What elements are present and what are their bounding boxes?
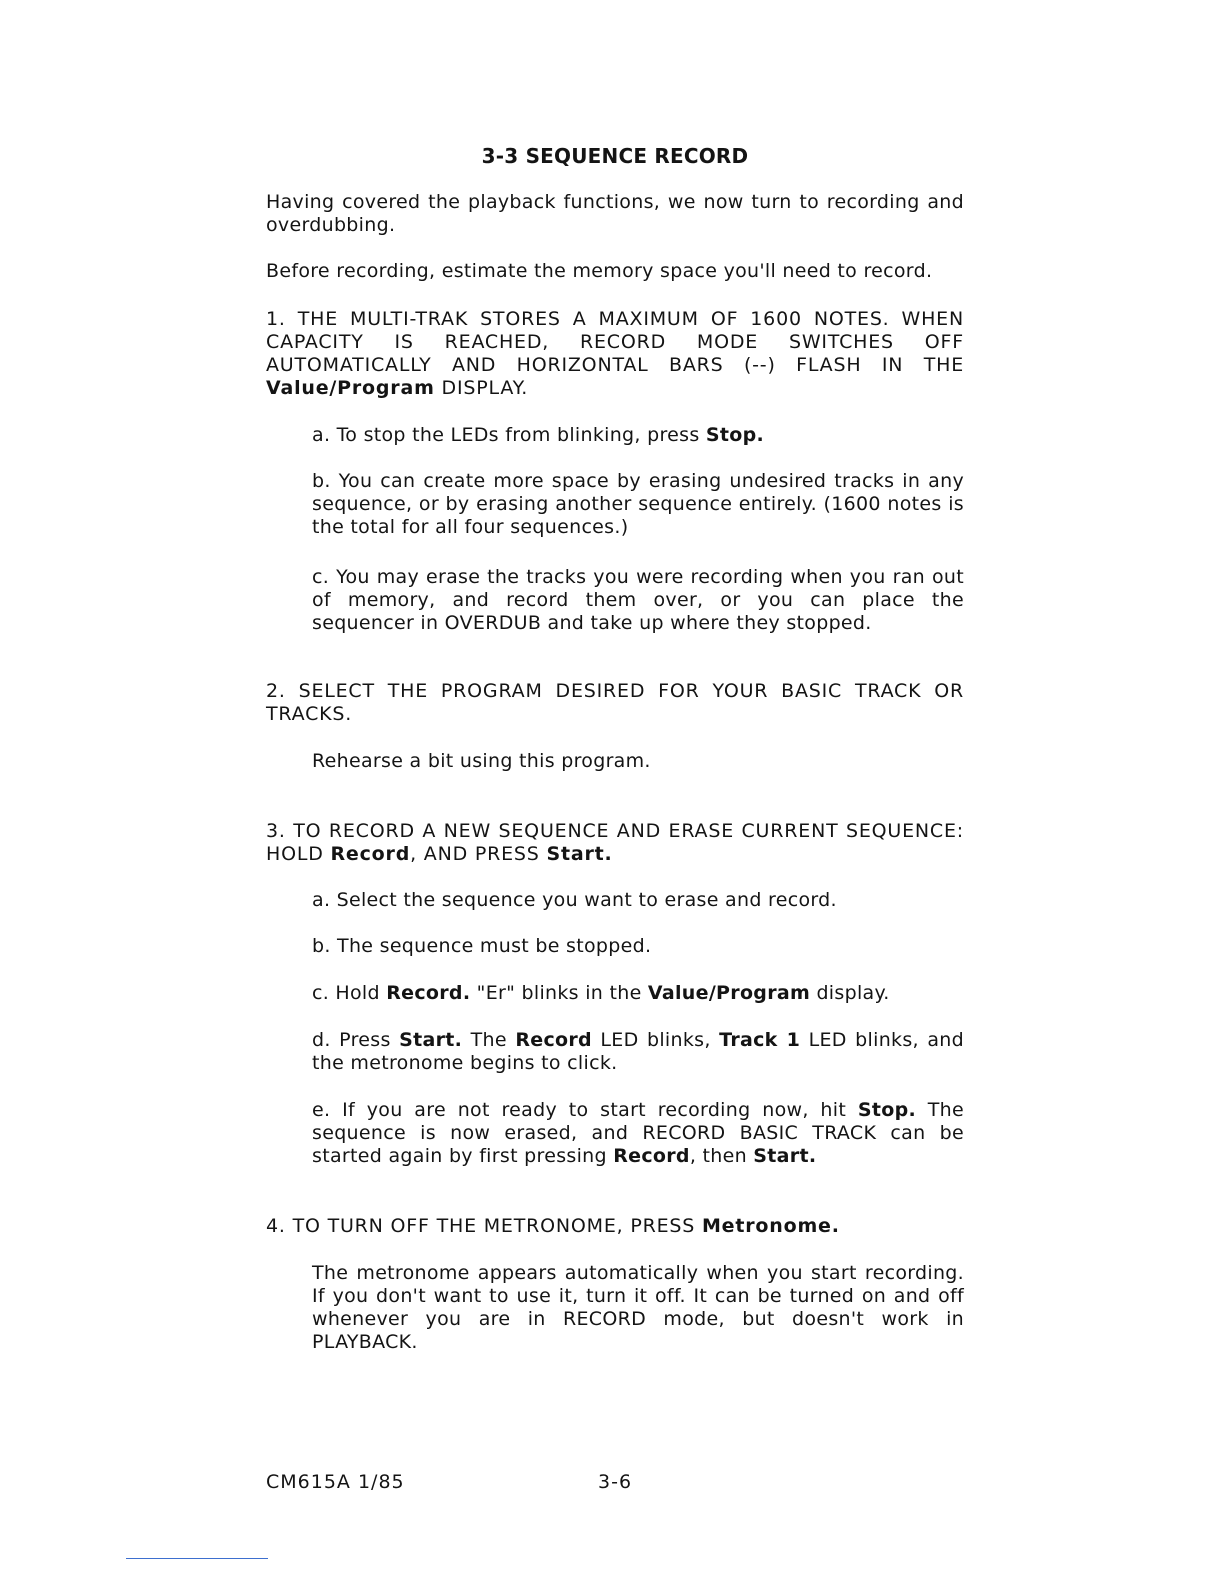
step-3-item-c: c. Hold Record. "Er" blinks in the Value/Program display.	[312, 982, 890, 1004]
page-number: 3-6	[598, 1471, 633, 1493]
step-1-item-b: b. You can create more space by erasing undesired tracks in any sequence, or by erasing another sequence entirely. (1600 notes is the total for all four sequences.)	[312, 470, 964, 538]
step-3-item-a: a. Select the sequence you want to erase and record.	[312, 889, 837, 911]
bottom-rule	[126, 1558, 268, 1559]
intro-paragraph-2: Before recording, estimate the memory space you'll need to record.	[266, 260, 933, 282]
metronome-term: Metronome.	[701, 1215, 840, 1237]
step-3: 3. TO RECORD A NEW SEQUENCE AND ERASE CURRENT SEQUENCE: HOLD Record, AND PRESS Start.	[266, 820, 964, 865]
value-program-term: Value/Program	[266, 377, 435, 399]
step-3-item-e: e. If you are not ready to start recording now, hit Stop. The sequence is now erased, and RECORD BASIC TRACK can be started again by first pressing Record, then Start.	[312, 1099, 964, 1167]
step-3-item-b: b. The sequence must be stopped.	[312, 935, 652, 957]
step-2-note: Rehearse a bit using this program.	[312, 750, 651, 772]
intro-paragraph-1: Having covered the playback functions, we now turn to recording and overdubbing.	[266, 191, 964, 236]
stop-term: Stop.	[705, 424, 765, 446]
step-1: 1. THE MULTI-TRAK STORES A MAXIMUM OF 1600 NOTES. WHEN CAPACITY IS REACHED, RECORD MODE SWITCHES OFF AUTOMATICALLY AND HORIZONTAL BARS (--) FLASH IN THE Value/Program DISPLAY.	[266, 308, 964, 399]
step-4-note: The metronome appears automatically when you start recording. If you don't want to use it, turn it off. It can be turned on and off whenever you are in RECORD mode, but doesn't work in PLAYBACK.	[312, 1262, 964, 1353]
step-4: 4. TO TURN OFF THE METRONOME, PRESS Metronome.	[266, 1215, 840, 1237]
start-term: Start.	[546, 843, 613, 865]
step-1-item-a: a. To stop the LEDs from blinking, press Stop.	[312, 424, 765, 446]
document-code: CM615A 1/85	[266, 1471, 405, 1493]
record-term: Record	[330, 843, 411, 865]
step-2: 2. SELECT THE PROGRAM DESIRED FOR YOUR BASIC TRACK OR TRACKS.	[266, 680, 964, 725]
step-3-item-d: d. Press Start. The Record LED blinks, Track 1 LED blinks, and the metronome begins to click.	[312, 1029, 964, 1074]
step-1-item-c: c. You may erase the tracks you were recording when you ran out of memory, and record them over, or you can place the sequencer in OVERDUB and take up where they stopped.	[312, 566, 964, 634]
section-heading: 3-3 SEQUENCE RECORD	[481, 144, 749, 168]
